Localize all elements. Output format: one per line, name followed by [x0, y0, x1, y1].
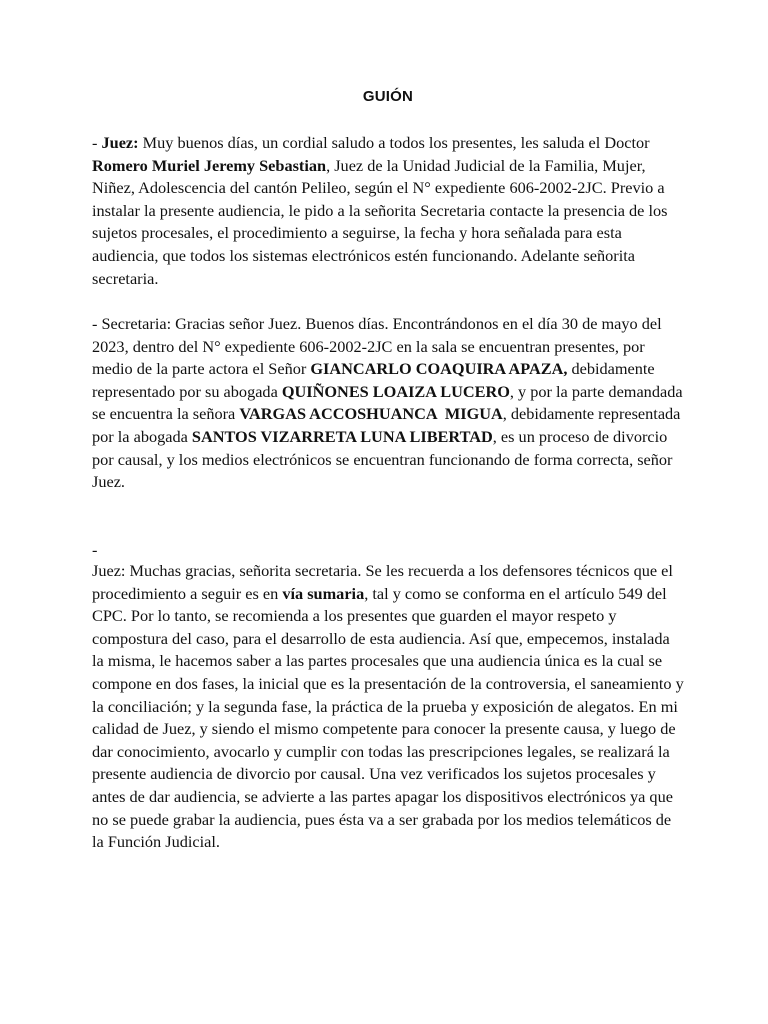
paragraph-text: Juez: Muchas gracias, señorita secretaria. Se les recuerda a los defensores técnicos que el procedimiento a seguir es en: [92, 561, 673, 603]
paragraph-judge-opening: [92, 132, 684, 290]
paragraph-text: , Juez de la Unidad Judicial de la Familia, Mujer, Niñez, Adolescencia del cantón Pelileo, según el N° expediente 606-2002-2JC. Previo a instalar la presente audiencia, le pido a la señorita Secretaria contacte la presencia de los sujetos procesales, el procedimiento a seguirse, la fecha y hora señalada para esta audiencia, que todos los sistemas electrónicos estén funcionando. Adelante señorita secretaria.: [92, 155, 668, 288]
paragraph-text: , debidamente representada por la abogada: [92, 404, 681, 446]
speaker-label: Juez:: [101, 133, 139, 152]
paragraph-text: debidamente representado por su abogada: [92, 359, 655, 401]
document-page: [92, 0, 684, 1024]
paragraph-secretary: [92, 313, 684, 494]
paragraph-text: , y por la parte demandada se encuentra la señora: [92, 381, 683, 424]
document-title: GUIÓN: [362, 88, 414, 105]
judge-name: Romero Muriel Jeremy Sebastian: [92, 155, 327, 175]
paragraph-prefix: -: [92, 133, 102, 152]
plaintiff-lawyer-name: QUIÑONES LOAIZA LUCERO: [281, 381, 510, 401]
paragraph-judge-instructions: [92, 560, 684, 854]
defendant-lawyer-name: SANTOS VIZARRETA LUNA LIBERTAD: [191, 426, 493, 446]
procedure-type: vía sumaria: [282, 583, 365, 603]
defendant-name: VARGAS ACCOSHUANCA MIGUA: [239, 404, 503, 424]
paragraph-text: , es un proceso de divorcio por causal, y los medios electrónicos se encuentran funcionando de forma correcta, señor Juez.: [92, 426, 673, 492]
paragraph-text: - Secretaria: Gracias señor Juez. Buenos días. Encontrándonos en el día 30 de mayo del 2023, dentro del N° expediente 606-2002-2JC en la sala se encuentran presentes, por medio de la parte actora el Señor: [92, 314, 662, 379]
paragraph-text: Muy buenos días, un cordial saludo a todos los presentes, les saluda el Doctor: [138, 133, 650, 152]
paragraph-text: , tal y como se conforma en el artículo 549 del CPC. Por lo tanto, se recomienda a los presentes que guarden el mayor respeto y compostura del caso, para el desarrollo de esta audiencia. Así que, empecemos, instalada la misma, le hacemos saber a las partes procesales que una audiencia única es la cual se compone en dos fases, la inicial que es la presentación de la controversia, el saneamiento y la conciliación; y la segunda fase, la práctica de la prueba y exposición de alegatos. En mi calidad de Juez, y siendo el mismo competente para conocer la presente causa, y luego de dar conocimiento, avocarlo y cumplir con todas las prescripciones legales, se realizará la presente audiencia de divorcio por causal. Una vez verificados los sujetos procesales y antes de dar audiencia, se advierte a las partes apagar los dispositivos electrónicos ya que no se puede grabar la audiencia, pues ésta va a ser grabada por los medios telemáticos de la Función Judicial.: [92, 583, 684, 852]
paragraph-dash: -: [92, 540, 98, 559]
plaintiff-name: GIANCARLO COAQUIRA APAZA,: [310, 359, 568, 379]
